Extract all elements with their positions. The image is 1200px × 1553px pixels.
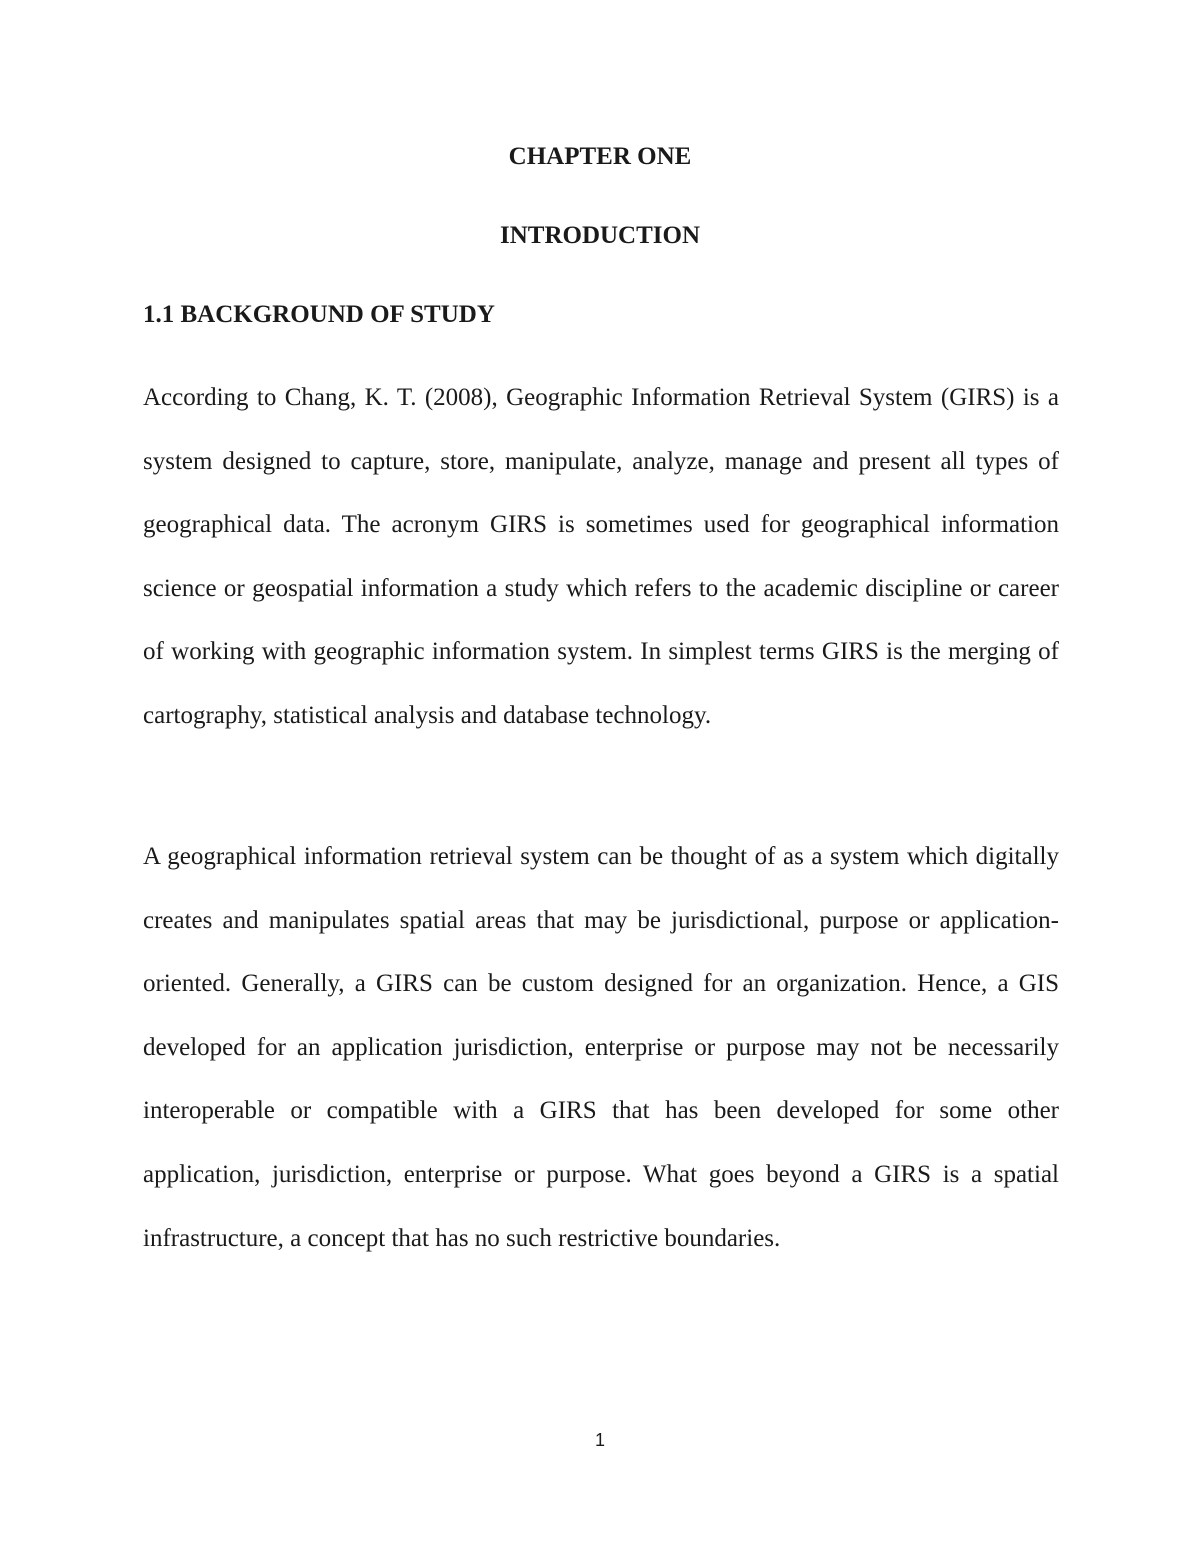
page-number: 1 [594, 1430, 605, 1450]
chapter-title: CHAPTER ONE [508, 143, 692, 170]
section-heading: 1.1 BACKGROUND OF STUDY [143, 301, 495, 328]
paragraph-1: According to Chang, K. T. (2008), Geographic Information Retrieval System (GIRS) is a system designed to capture, store, manipulate, analyze, manage and present all types of geographical data. The acronym GIRS is sometimes used for geographical information science or geospatial information a study which refers to the academic discipline or career of working with geographic information system. In simplest terms GIRS is the merging of cartography, statistical analysis and database technology. [143, 384, 1059, 729]
chapter-subtitle: INTRODUCTION [499, 222, 701, 249]
paragraph-2: A geographical information retrieval system can be thought of as a system which digitally creates and manipulates spatial areas that may be jurisdictional, purpose or application- oriented. Generally, a GIRS can be custom designed for an organization. Hence, a GIS developed for an application jurisdiction, enterprise or purpose may not be necessarily interoperable or compatible with a GIRS that has been developed for some other application, jurisdiction, enterprise or purpose. What goes beyond a GIRS is a spatial infrastructure, a concept that has no such restrictive boundaries. [143, 843, 1059, 1252]
